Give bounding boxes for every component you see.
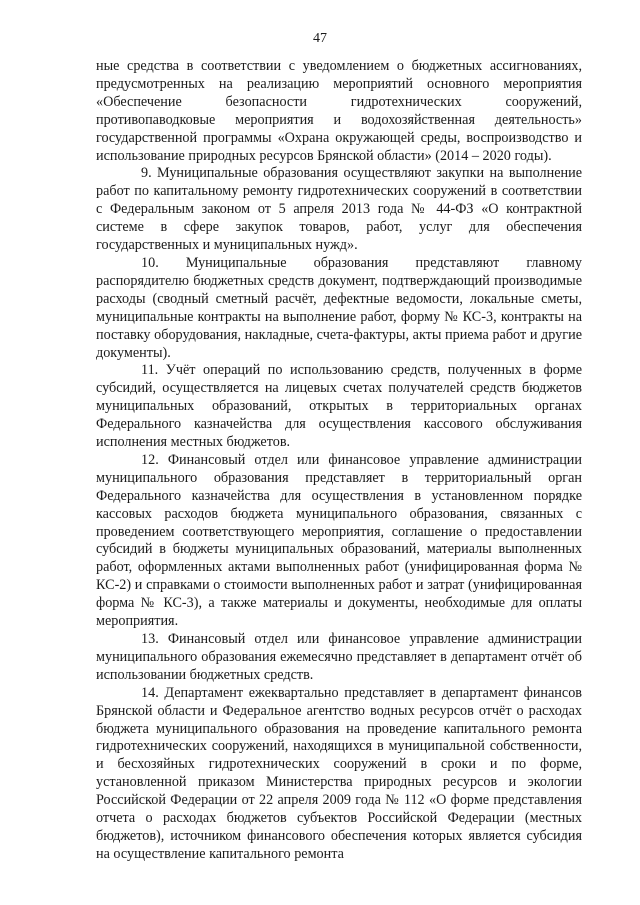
- paragraph-item-12: 12. Финансовый отдел или финансовое управление администрации муниципального образования представляет в территориальный орган Федерального казначейства для осуществления в установленном порядке кассовых расходов бюджета муниципального образования, связанных с проведением соответствующего мероприятия, соглашение о предоставлении субсидий в бюджеты муниципальных образований, материалы выполненных работ, оформленных актами выполненных работ (унифицированная форма № КС-2) и справками о стоимости выполненных работ и затрат (унифицированная форма № КС-3), а также материалы и документы, необходимые для оплаты мероприятия.: [96, 451, 582, 630]
- paragraph-item-11: 11. Учёт операций по использованию средств, полученных в форме субсидий, осуществляется на лицевых счетах получателей средств бюджетов муниципальных образований, открытых в территориальных органах Федерального казначейства для осуществления кассового обслуживания исполнения местных бюджетов.: [96, 362, 582, 451]
- document-body: [96, 58, 582, 864]
- paragraph-item-9: 9. Муниципальные образования осуществляют закупки на выполнение работ по капитальному ремонту гидротехнических сооружений в соответствии с Федеральным законом от 5 апреля 2013 года № 44-ФЗ «О контрактной системе в сфере закупок товаров, работ, услуг для обеспечения государственных и муниципальных нужд».: [96, 165, 582, 254]
- page-number: 47: [313, 31, 327, 46]
- paragraph-item-13: 13. Финансовый отдел или финансовое управление администрации муниципального образования ежемесячно представляет в департамент отчёт об использовании бюджетных средств.: [96, 631, 582, 683]
- paragraph-continuation: ные средства в соответствии с уведомлением о бюджетных ассигнованиях, предусмотренных на реализацию мероприятий основного мероприятия «Обеспечение безопасности гидротехнических сооружений, противопаводковые мероприятия и водохозяйственная деятельность» государственной программы «Охрана окружающей среды, воспроизводство и использование природных ресурсов Брянской области» (2014 – 2020 годы).: [96, 58, 582, 164]
- paragraph-item-14: 14. Департамент ежеквартально представляет в департамент финансов Брянской области и Федеральное агентство водных ресурсов отчёт о расходах бюджета муниципального образования на проведение капитального ремонта гидротехнических сооружений, находящихся в муниципальной собственности, и бесхозяйных гидротехнических сооружений в сроки и по форме, установленной приказом Министерства природных ресурсов и экологии Российской Федерации от 22 апреля 2009 года № 112 «О форме представления отчета о расходах бюджетов субъектов Российской Федерации (местных бюджетов), источником финансового обеспечения которых является субсидия на осуществление капитального ремонта: [96, 684, 582, 862]
- paragraph-item-10: 10. Муниципальные образования представляют главному распорядителю бюджетных средств документ, подтверждающий производимые расходы (сводный сметный расчёт, дефектные ведомости, локальные сметы, муниципальные контракты на выполнение работ, форму № КС-3, контракты на поставку оборудования, накладные, счета-фактуры, акты приема работ и другие документы).: [96, 254, 582, 361]
